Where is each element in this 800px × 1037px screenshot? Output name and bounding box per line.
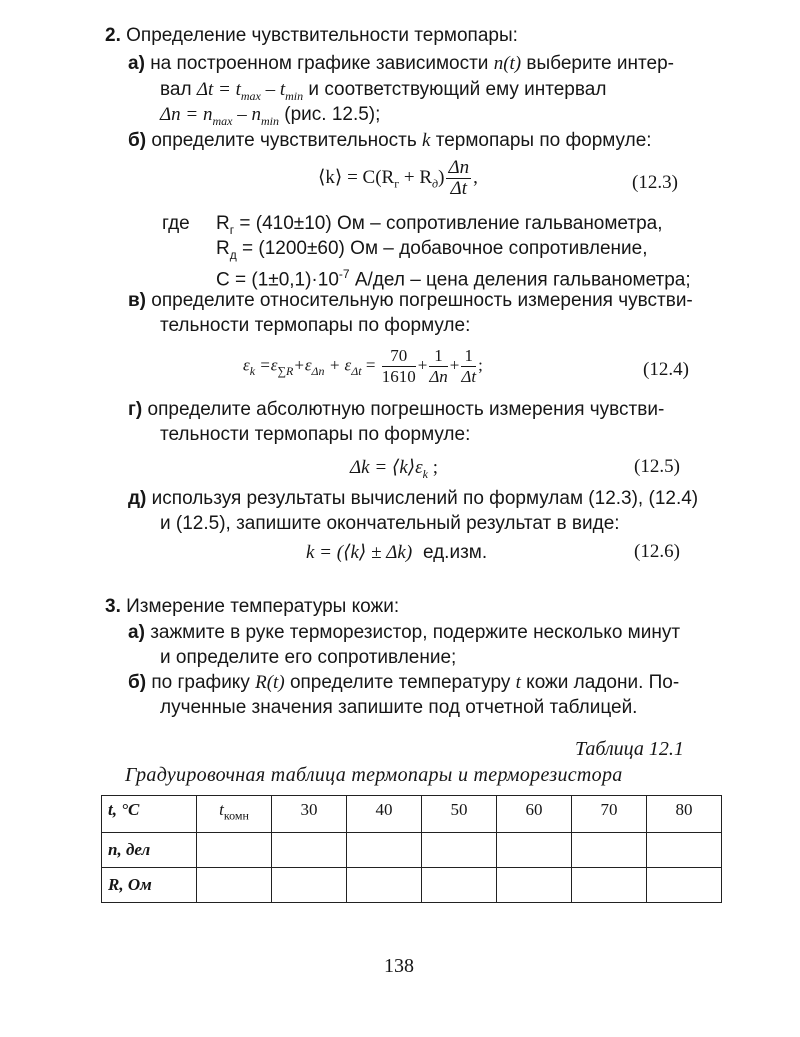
- table-caption: Градуировочная таблица термопары и терморезистора: [125, 764, 623, 786]
- f125-text: Δk = ⟨k⟩ε: [350, 457, 423, 478]
- table-cell: [497, 833, 572, 868]
- f123-sub-d: д: [432, 176, 439, 191]
- item-2b-text: определите чувствительность: [151, 130, 417, 151]
- f123-fraction: [446, 158, 471, 199]
- item-2a-tail: выберите интер-: [526, 53, 674, 74]
- header-cell: [197, 796, 272, 833]
- item-2b-line1: [128, 130, 652, 152]
- eq-number-12-6: (12.6): [634, 541, 680, 562]
- item-2g-label: г): [128, 399, 143, 420]
- header-cell: 30: [272, 796, 347, 833]
- c-tail: А/дел – цена деления гальванометра;: [349, 269, 691, 291]
- item-3b-mid: определите температуру: [289, 672, 511, 693]
- f124-semicolon: ;: [478, 355, 483, 375]
- f124-fr2-den: Δn: [429, 367, 448, 386]
- f124-fr1-num: 70: [382, 346, 416, 367]
- rd-line: [216, 238, 648, 266]
- f124-eps: ε: [243, 355, 250, 375]
- table-cell: [497, 868, 572, 903]
- item-2a-line2-tail: и соответствующий ему интервал: [308, 79, 607, 100]
- table-cell: [422, 833, 497, 868]
- section-2-heading: [105, 25, 518, 47]
- sub-min-2: min: [260, 113, 279, 128]
- f124-fr3-den: Δt: [461, 367, 477, 386]
- f124-k: k: [249, 363, 256, 378]
- f124-frac3: [461, 346, 476, 387]
- table-cell: [647, 868, 722, 903]
- delta-t-lhs: Δt = t: [196, 79, 241, 100]
- f124-frac2: [429, 346, 447, 387]
- table-cell: [572, 868, 647, 903]
- item-3a-text: зажмите в руке терморезистор, подержите несколько минут: [150, 622, 681, 643]
- section-3-title: Измерение температуры кожи:: [126, 596, 400, 617]
- item-2b-label: б): [128, 130, 147, 151]
- eq-number-12-5: (12.5): [634, 456, 680, 477]
- calibration-table: [101, 795, 722, 903]
- item-2d-text: используя результаты вычислений по формулам (12.3), (12.4): [151, 488, 699, 509]
- item-2d-label: д): [128, 488, 147, 509]
- item-2a-line1: [128, 53, 674, 75]
- f124-eq2: =: [361, 355, 376, 375]
- item-2d-line2: и (12.5), запишите окончательный результат в виде:: [160, 513, 620, 534]
- f124-frac1: [382, 346, 416, 387]
- item-2g-line1: [128, 399, 664, 421]
- sub-max-2: max: [212, 113, 233, 128]
- item-3a-line1: [128, 622, 680, 644]
- delta-t-formula: [196, 79, 304, 103]
- c-text: C = (1±0,1)·10: [216, 269, 339, 291]
- row-label-n: n, дел: [108, 840, 151, 859]
- table-row-n: [102, 833, 722, 868]
- header-cell: 60: [497, 796, 572, 833]
- section-2-title: Определение чувствительности термопары:: [126, 25, 518, 46]
- header-cell: 70: [572, 796, 647, 833]
- eq-number-12-4: (12.4): [643, 359, 689, 380]
- item-2a-label: а): [128, 53, 145, 74]
- table-row-r: [102, 868, 722, 903]
- item-2v-line2: тельности термопары по формуле:: [160, 315, 471, 336]
- item-2v-line1: [128, 290, 693, 312]
- table-cell: [197, 868, 272, 903]
- table-cell: [422, 868, 497, 903]
- f123-comma: ,: [473, 166, 478, 188]
- formula-12-5: [350, 456, 438, 482]
- table-cell: [347, 868, 422, 903]
- f124-fr3-num: 1: [461, 346, 476, 367]
- f124-sr: ∑R: [277, 363, 294, 378]
- item-2a-val: вал: [160, 79, 192, 100]
- f124-plus-b: +: [449, 355, 460, 375]
- item-3b-text: по графику: [151, 672, 250, 693]
- f126-unit: ед.изм.: [422, 542, 488, 563]
- sub-min: min: [285, 88, 304, 103]
- f124-plus1: +ε: [293, 355, 312, 375]
- formula-12-3: [318, 158, 478, 199]
- header-cell: 40: [347, 796, 422, 833]
- header-label: t, °C: [108, 800, 140, 819]
- table-cell: [572, 833, 647, 868]
- header-label-cell: [102, 796, 197, 833]
- where-label: где: [162, 213, 190, 234]
- item-3b-line1: [128, 672, 679, 694]
- rg-line: [216, 213, 663, 241]
- f123-plus: + R: [399, 166, 433, 188]
- formula-12-4: [243, 346, 483, 387]
- fig-ref: (рис. 12.5);: [284, 104, 381, 125]
- table-cell: [272, 868, 347, 903]
- f124-dn: Δn: [311, 363, 325, 378]
- item-3b-var: t: [515, 672, 521, 693]
- item-3b-line2: лученные значения запишите под отчетной таблицей.: [160, 697, 638, 718]
- rd-label: R: [216, 238, 230, 259]
- f124-fr2-num: 1: [429, 346, 447, 367]
- header-col-0-sub: комн: [223, 808, 249, 823]
- item-2a-line2: [160, 79, 606, 107]
- f125-tail: ;: [427, 457, 439, 478]
- formula-12-6: [306, 541, 487, 564]
- item-3b-tail: кожи ладони. По-: [526, 672, 680, 693]
- section-2-number: 2.: [105, 25, 121, 46]
- f123-lhs: ⟨k⟩ = C(R: [318, 166, 395, 188]
- rd-text: = (1200±60) Ом – добавочное сопротивление,: [236, 238, 648, 259]
- item-2a-func: n(t): [493, 53, 522, 74]
- item-2v-text: определите относительную погрешность измерения чувстви-: [151, 290, 693, 311]
- item-2a-line3: [160, 104, 380, 132]
- f123-sub-g: г: [394, 176, 400, 191]
- f124-plus2: + ε: [324, 355, 352, 375]
- item-3b-label: б): [128, 672, 147, 693]
- item-2b-var: k: [422, 130, 431, 151]
- header-col-0: t: [219, 800, 224, 819]
- f123-den: Δt: [450, 178, 467, 199]
- f126-text: k = (⟨k⟩ ± Δk): [306, 542, 413, 563]
- item-2g-line2: тельности термопары по формуле:: [160, 424, 471, 445]
- item-2a-text: на построенном графике зависимости: [150, 53, 489, 74]
- table-number: Таблица 12.1: [575, 738, 684, 760]
- row-label-cell: [102, 833, 197, 868]
- section-3-heading: [105, 596, 399, 618]
- table-cell: [197, 833, 272, 868]
- f124-fr1-den: 1610: [381, 367, 416, 386]
- f124-dt: Δt: [351, 363, 362, 378]
- row-label-cell: [102, 868, 197, 903]
- f124-eq: =ε: [255, 355, 278, 375]
- row-label-r: R, Ом: [108, 875, 152, 894]
- delta-n-lhs: Δn = n: [160, 104, 213, 125]
- table-cell: [272, 833, 347, 868]
- item-2v-label: в): [128, 290, 147, 311]
- delta-t-minus: – t: [260, 79, 286, 100]
- table-cell: [647, 833, 722, 868]
- item-3b-func: R(t): [255, 672, 285, 693]
- item-3a-label: а): [128, 622, 145, 643]
- f125-sub: k: [422, 466, 428, 481]
- page-number: 138: [384, 955, 414, 977]
- f124-plus-a: +: [417, 355, 428, 375]
- sub-max: max: [240, 88, 261, 103]
- section-3-number: 3.: [105, 596, 121, 617]
- eq-number-12-3: (12.3): [632, 172, 678, 193]
- item-2b-tail: термопары по формуле:: [435, 130, 652, 151]
- item-2d-line1: [128, 488, 698, 510]
- delta-n-minus: – n: [232, 104, 261, 125]
- rg-label: R: [216, 213, 230, 234]
- item-2g-text: определите абсолютную погрешность измерения чувстви-: [147, 399, 665, 420]
- header-cell: 80: [647, 796, 722, 833]
- f123-close: ): [438, 166, 445, 188]
- item-3a-line2: и определите его сопротивление;: [160, 647, 457, 668]
- table-cell: [347, 833, 422, 868]
- f123-num: Δn: [448, 157, 470, 178]
- delta-n-formula: [160, 104, 279, 128]
- table-header-row: [102, 796, 722, 833]
- c-line: [216, 263, 691, 291]
- rd-sub: д: [229, 247, 237, 262]
- header-cell: 50: [422, 796, 497, 833]
- rg-sub: г: [229, 222, 235, 237]
- rg-text: = (410±10) Ом – сопротивление гальванометра,: [234, 213, 663, 234]
- c-exp: -7: [338, 267, 350, 281]
